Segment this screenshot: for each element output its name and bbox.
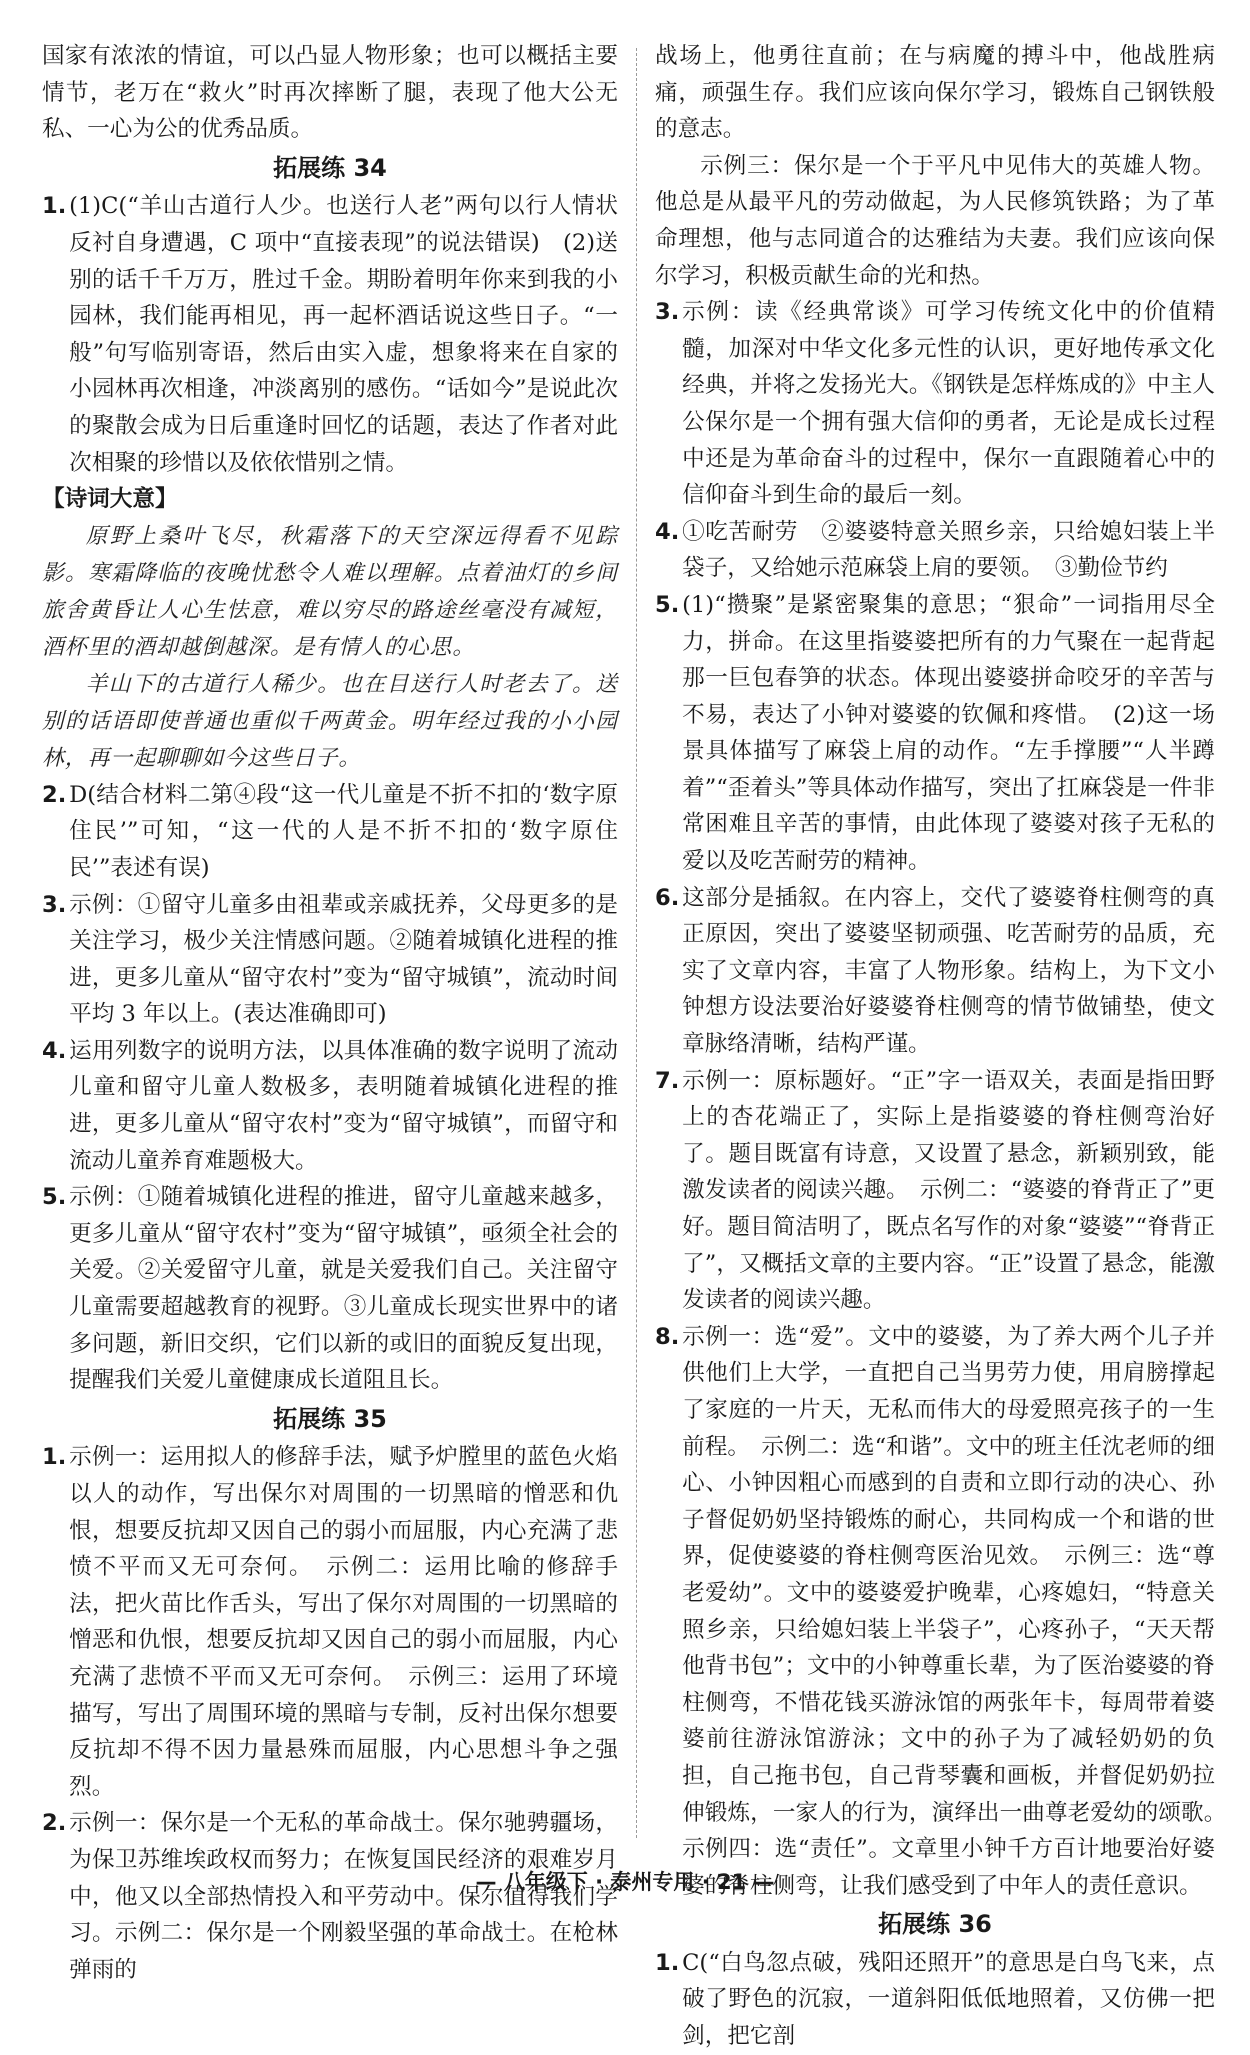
item-text: D(结合材料二第④段“这一代儿童是不折不扣的‘数字原住民’”可知，“这一代的人是不折不扣的‘数字原住民’”表述有误)	[69, 781, 618, 881]
answer-item	[42, 1033, 618, 1179]
column-divider	[636, 48, 637, 1838]
item-text: 这部分是插叙。在内容上，交代了婆婆脊柱侧弯的真正原因，突出了婆婆坚韧顽强、吃苦耐劳的品质，充实了文章内容，丰富了人物形象。结构上，为下文小钟想方设法要治好婆婆脊柱侧弯的情节做铺垫，使文章脉络清晰，结构严谨。	[682, 884, 1215, 1058]
answer-item	[655, 1063, 1215, 1319]
item-text: C(“白鸟忽点破，残阳还照开”的意思是白鸟飞来，点破了野色的沉寂，一道斜阳低低地照着，又仿佛一把剑，把它剖	[682, 1949, 1215, 2050]
item-number: 1.	[42, 1444, 67, 1471]
item-text: 示例一：选“爱”。文中的婆婆，为了养大两个儿子并供他们上大学，一直把自己当男劳力使，用肩膀撑起了家庭的一片天，无私而伟大的母爱照亮孩子的一生前程。 示例二：选“和谐”。文中的班主任沈老师的细心、小钟因粗心而感到的自责和立即行动的决心、孙子督促奶奶坚持锻炼的耐心，共同构成一个和谐的世界，促使婆婆的脊柱侧弯医治见效。 示例三：选“尊老爱幼”。文中的婆婆爱护晚辈，心疼媳妇，“特意关照乡亲，只给媳妇装上半袋子”，心疼孙子，“天天帮他背书包”；文中的小钟尊重长辈，为了医治婆婆的脊柱侧弯，不惜花钱买游泳馆的两张年卡，每周带着婆婆前往游泳馆游泳；文中的孙子为了减轻奶奶的负担，自己拖书包，自己背琴囊和画板，并督促奶奶拉伸锻炼，一家人的行为，演绎出一曲尊老爱幼的颂歌。 示例四：选“责任”。文章里小钟千方百计地要治好婆婆的脊柱侧弯，让我们感受到了中年人的责任意识。	[682, 1323, 1238, 1899]
item-number: 4.	[42, 1037, 67, 1064]
item-text: (1)C(“羊山古道行人少。也送行人老”两句以行人情状反衬自身遭遇，C 项中“直接表现”的说法错误) (2)送别的话千千万万，胜过千金。期盼着明年你来到我的小园林，我们能再相见，再一起杯酒话说这些日子。“一般”句写临别寄语，然后由实入虚，想象将来在自家的小园林再次相逢，冲淡离别的感伤。“话如今”是说此次的聚散会成为日后重逢时回忆的话题，表达了作者对此次相聚的珍惜以及依依惜别之情。	[69, 193, 618, 476]
answer-item	[655, 587, 1215, 880]
answer-item	[655, 1945, 1215, 2055]
item-text: 示例一：运用拟人的修辞手法，赋予炉膛里的蓝色火焰以人的动作，写出保尔对周围的一切黑暗的憎恶和仇恨，想要反抗却又因自己的弱小而屈服，内心充满了悲愤不平而又无可奈何。 示例二：运用比喻的修辞手法，把火苗比作舌头，写出了保尔对周围的一切黑暗的憎恶和仇恨，想要反抗却又因自己的弱小而屈服，内心充满了悲愤不平而又无可奈何。 示例三：运用了环境描写，写出了周围环境的黑暗与专制，反衬出保尔想要反抗却不得不因力量悬殊而屈服，内心思想斗争之强烈。	[69, 1444, 618, 1800]
item-number: 3.	[42, 891, 67, 918]
item-number: 6.	[655, 884, 680, 911]
item-text: ①吃苦耐劳 ②婆婆特意关照乡亲，只给媳妇装上半袋子，又给她示范麻袋上肩的要领。 ③勤俭节约	[682, 518, 1215, 582]
answer-item	[42, 1805, 618, 1988]
item-text: 示例：①留守儿童多由祖辈或亲戚抚养，父母更多的是关注学习，极少关注情感问题。②随着城镇化进程的推进，更多儿童从“留守农村”变为“留守城镇”，流动时间平均 3 年以上。(表达准确即可)	[69, 891, 618, 1028]
item-text: 示例：读《经典常谈》可学习传统文化中的价值精髓，加深对中华文化多元性的认识，更好地传承文化经典，并将之发扬光大。《钢铁是怎样炼成的》中主人公保尔是一个拥有强大信仰的勇者，无论是成长过程中还是为革命奋斗的过程中，保尔一直跟随着心中的信仰奋斗到生命的最后一刻。	[682, 299, 1215, 509]
item-number: 5.	[42, 1184, 67, 1211]
section-34-title: 拓展练 34	[273, 153, 387, 182]
right-column	[655, 38, 1238, 2055]
answer-item	[42, 1179, 618, 1399]
answer-item	[655, 294, 1215, 514]
item-number: 8.	[655, 1323, 680, 1350]
item-number: 2.	[42, 1810, 67, 1837]
item-text: (1)“攒聚”是紧密聚集的意思；“狠命”一词指用尽全力，拼命。在这里指婆婆把所有的力气聚在一起背起那一巨包春笋的状态。体现出婆婆拼命咬牙的辛苦与不易，表达了小钟对婆婆的钦佩和疼惜。 (2)这一场景具体描写了麻袋上肩的动作。“左手撑腰”“人半蹲着”“歪着头”等具体动作描写，突出了扛麻袋是一件非常困难且辛苦的事情，由此体现了婆婆对孩子无私的爱以及吃苦耐劳的精神。	[682, 591, 1215, 875]
item-number: 5.	[655, 591, 680, 618]
item-number: 4.	[655, 518, 680, 545]
left-column	[42, 38, 618, 1988]
continued-paragraph: 示例三：保尔是一个于平凡中见伟大的英雄人物。他总是从最平凡的劳动做起，为人民修筑铁路；为了革命理想，他与志同道合的达雅结为夫妻。我们应该向保尔学习，积极贡献生命的光和热。	[655, 152, 1215, 289]
item-text: 运用列数字的说明方法，以具体准确的数字说明了流动儿童和留守儿童人数极多，表明随着城镇化进程的推进，更多儿童从“留守农村”变为“留守城镇”，而留守和流动儿童养育难题极大。	[69, 1037, 618, 1174]
answer-item	[42, 777, 618, 887]
item-text: 示例一：原标题好。“正”字一语双关，表面是指田野上的杏花端正了，实际上是指婆婆的脊柱侧弯治好了。题目既富有诗意，又设置了悬念，新颖别致，能激发读者的阅读兴趣。 示例二：“婆婆的脊背正了”更好。题目简洁明了，既点名写作的对象“婆婆”“脊背正了”，又概括文章的主要内容。“正”设置了悬念，能激发读者的阅读兴趣。	[682, 1067, 1215, 1314]
item-number: 7.	[655, 1067, 680, 1094]
item-number: 1.	[655, 1949, 680, 1976]
item-number: 2.	[42, 781, 67, 808]
intro-paragraph: 国家有浓浓的情谊，可以凸显人物形象；也可以概括主要情节，老万在“救火”时再次摔断了腿，表现了他大公无私、一心为公的优秀品质。	[42, 43, 618, 143]
item-text: 示例一：保尔是一个无私的革命战士。保尔驰骋疆场，为保卫苏维埃政权而努力；在恢复国民经济的艰难岁月中，他又以全部热情投入和平劳动中。保尔值得我们学习。示例二：保尔是一个刚毅坚强的革命战士。在枪林弹雨的	[69, 1810, 618, 1983]
answer-item	[42, 188, 618, 481]
answer-item	[42, 1439, 618, 1805]
poem-paragraph: 原野上桑叶飞尽，秋霜落下的天空深远得看不见踪影。寒霜降临的夜晚忧愁令人难以理解。点着油灯的乡间旅舍黄昏让人心生怯意，难以穷尽的路途丝毫没有减短，酒杯里的酒却越倒越深。是有情人的心思。	[42, 523, 618, 660]
answer-item	[42, 887, 618, 1033]
answer-item	[655, 514, 1215, 587]
poem-paragraph: 羊山下的古道行人稀少。也在目送行人时老去了。送别的话语即使普通也重似千两黄金。明年经过我的小小园林，再一起聊聊如今这些日子。	[42, 671, 618, 771]
item-number: 3.	[655, 299, 680, 326]
item-text: 示例：①随着城镇化进程的推进，留守儿童越来越多，更多儿童从“留守农村”变为“留守城镇”，亟须全社会的关爱。②关爱留守儿童，就是关爱我们自己。关注留守儿童需要超越教育的视野。③儿童成长现实世界中的诸多问题，新旧交织，它们以新的或旧的面貌反复出现，提醒我们关爱儿童健康成长道阻且长。	[69, 1184, 618, 1394]
item-number: 1.	[42, 193, 67, 220]
page-footer: — 八年级下 · 泰州专用 · 21 —	[475, 1870, 775, 1894]
answer-item	[655, 1319, 1238, 1905]
poem-label: 【诗词大意】	[42, 486, 178, 513]
continued-paragraph: 战场上，他勇往直前；在与病魔的搏斗中，他战胜病痛，顽强生存。我们应该向保尔学习，锻炼自己钢铁般的意志。	[655, 43, 1215, 143]
section-36-title: 拓展练 36	[878, 1910, 992, 1939]
answer-item	[655, 880, 1215, 1063]
section-35-title: 拓展练 35	[273, 1404, 387, 1433]
